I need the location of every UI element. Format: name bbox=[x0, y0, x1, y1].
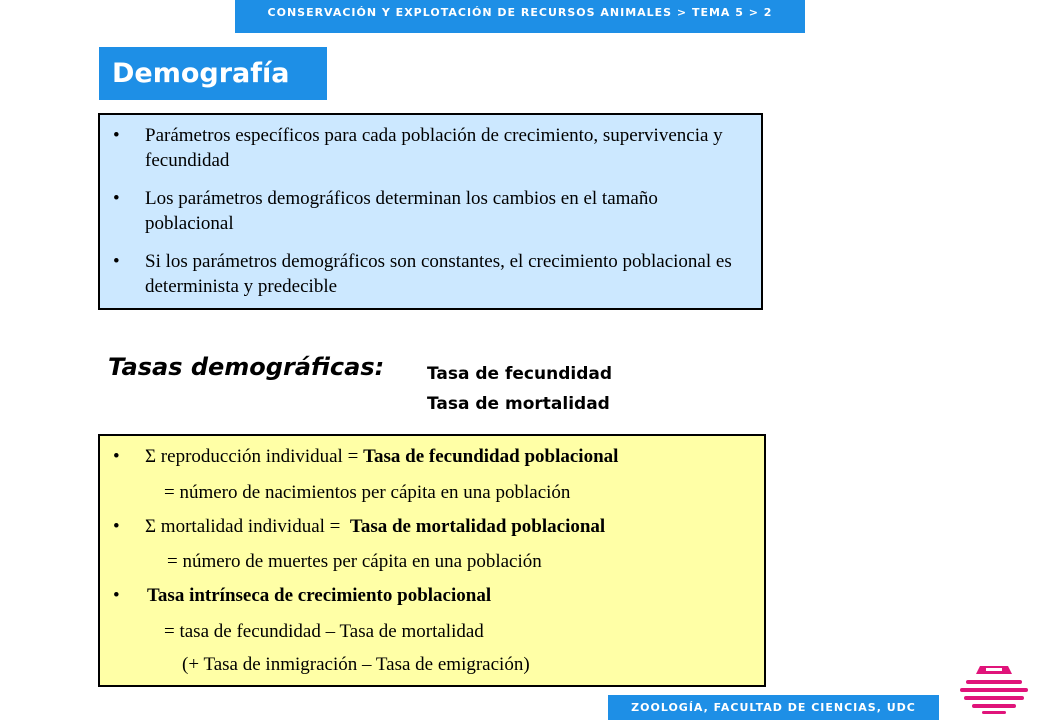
definitions-box bbox=[98, 434, 766, 687]
def-fecundidad-explanation: = número de nacimientos per cápita en una población bbox=[164, 482, 571, 503]
def-intrinseca-term: Tasa intrínseca de crecimiento poblacional bbox=[147, 585, 492, 606]
header-breadcrumb: CONSERVACIÓN Y EXPLOTACIÓN DE RECURSOS ANIMALES > TEMA 5 > 2 bbox=[235, 0, 805, 33]
def-mortalidad-explanation: = número de muertes per cápita en una población bbox=[167, 551, 542, 572]
bullet-icon: • bbox=[113, 585, 120, 606]
def-mortalidad-text bbox=[145, 516, 605, 538]
intro-bullet-text: Si los parámetros demográficos son constantes, el crecimiento poblacional es determinista y predecible bbox=[145, 251, 732, 297]
bullet-icon: • bbox=[113, 516, 120, 537]
page-title: Demografía bbox=[99, 47, 327, 100]
udc-logo-icon bbox=[958, 660, 1030, 716]
intro-bullet-text: Parámetros específicos para cada población de crecimiento, supervivencia y fecundidad bbox=[145, 125, 723, 171]
intro-bullets-box bbox=[98, 113, 763, 310]
def-fecundidad-term: Tasa de fecundidad poblacional bbox=[363, 446, 619, 467]
tasas-label: Tasas demográficas: bbox=[108, 353, 385, 381]
bullet-icon: • bbox=[113, 446, 120, 467]
footer-credits: ZOOLOGÍA, FACULTAD DE CIENCIAS, UDC bbox=[608, 695, 939, 720]
def-fecundidad-lhs: Σ reproducción individual = bbox=[145, 446, 364, 467]
tasa-fecundidad-label: Tasa de fecundidad bbox=[427, 364, 613, 384]
intro-bullet-text: Los parámetros demográficos determinan los cambios en el tamaño poblacional bbox=[145, 188, 658, 234]
tasa-mortalidad-label: Tasa de mortalidad bbox=[427, 394, 610, 414]
bullet-icon: • bbox=[113, 251, 120, 272]
bullet-icon: • bbox=[113, 188, 120, 209]
def-intrinseca-formula: = tasa de fecundidad – Tasa de mortalidad bbox=[164, 621, 484, 642]
def-mortalidad-lhs: Σ mortalidad individual = bbox=[145, 516, 350, 537]
bullet-icon: • bbox=[113, 125, 120, 146]
def-fecundidad-text bbox=[145, 446, 618, 468]
def-mortalidad-term: Tasa de mortalidad poblacional bbox=[349, 516, 606, 537]
intro-bullet-3 bbox=[100, 249, 761, 299]
def-intrinseca-extra: (+ Tasa de inmigración – Tasa de emigración) bbox=[182, 654, 530, 675]
intro-bullet-2 bbox=[100, 186, 761, 236]
intro-bullet-1 bbox=[100, 123, 761, 173]
